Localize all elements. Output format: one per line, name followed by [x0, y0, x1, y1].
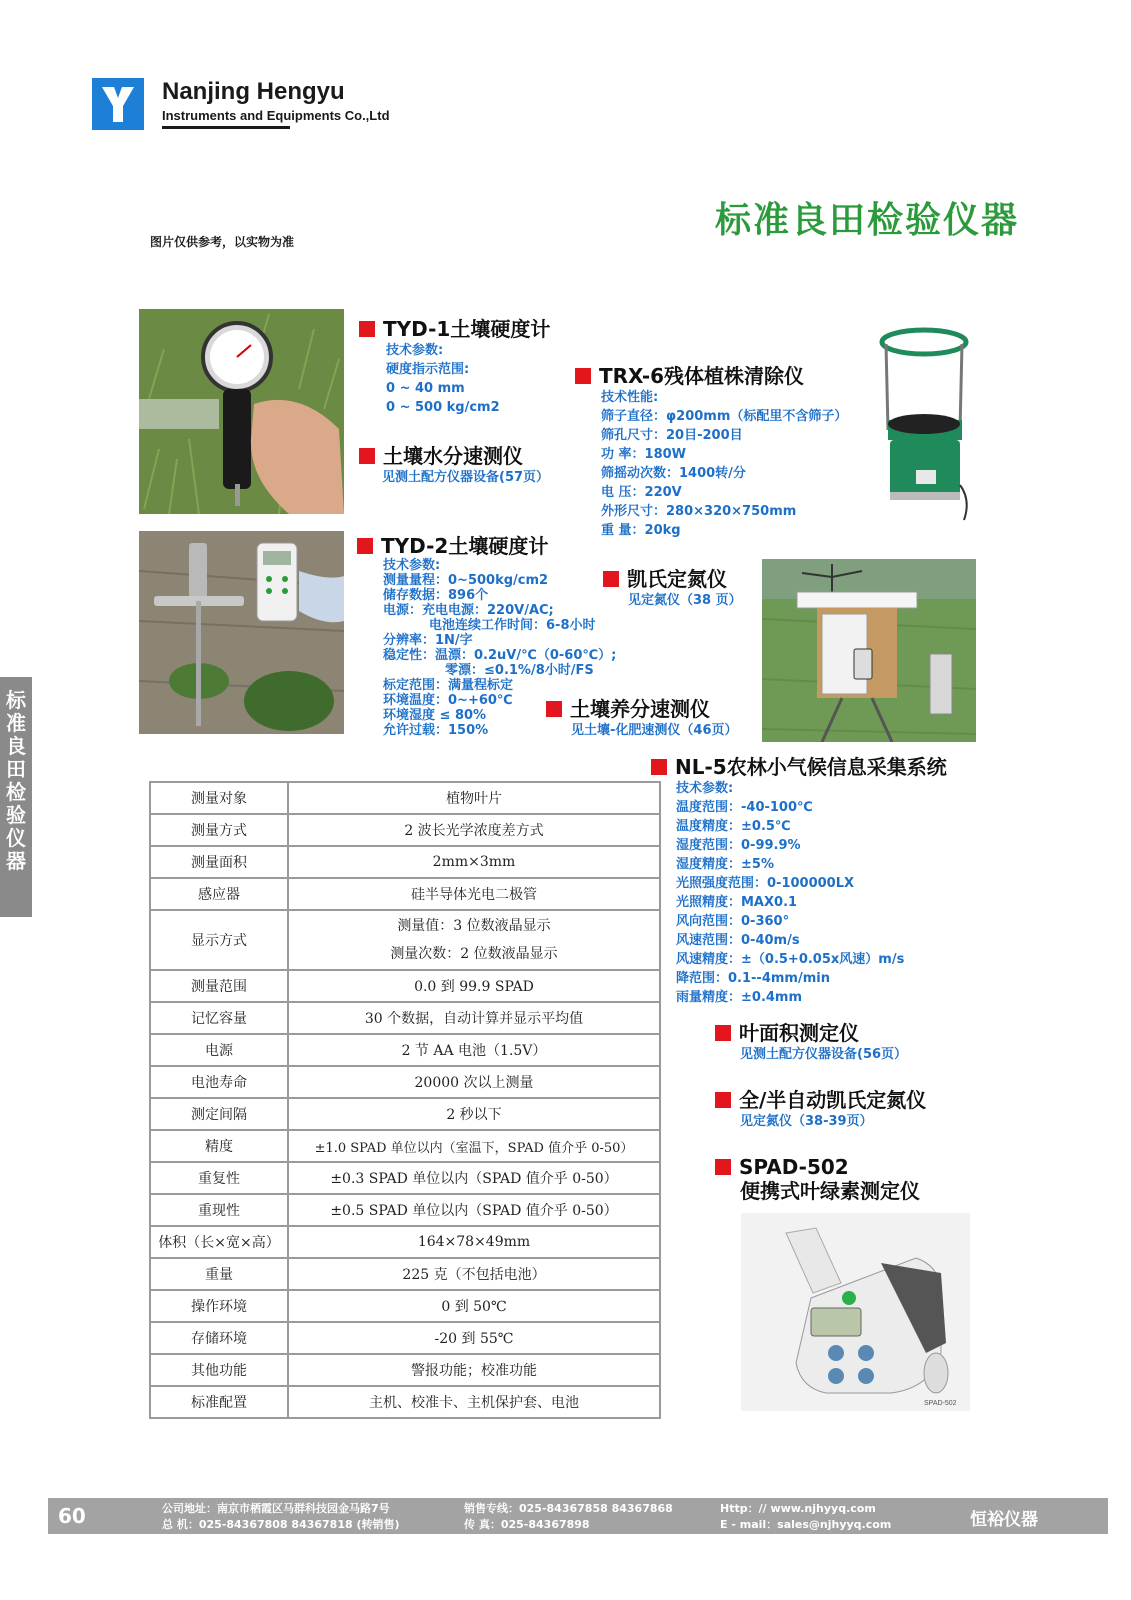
table-key: 体积（长×宽×高） [150, 1226, 288, 1258]
footer-fax: 传 真：025-84367898 [464, 1518, 590, 1531]
product-title: 叶面积测定仪 [715, 1021, 907, 1045]
spec-line: 电池连续工作时间：6-8小时 [429, 618, 596, 633]
reference-line: 见定氮仪（38 页） [628, 593, 742, 608]
red-square-marker-icon [359, 321, 375, 337]
product-kjeldahl [603, 567, 742, 610]
product-soil-nutrient [546, 697, 738, 740]
spec-line: 零漂：≤0.1%/8小时/FS [445, 663, 594, 678]
table-row [150, 910, 660, 970]
table-value: 20000 次以上测量 [288, 1066, 660, 1098]
table-row [150, 878, 660, 910]
side-tab-char: 检 [6, 780, 26, 804]
spec-line: 环境湿度 ≤ 80% [383, 708, 487, 723]
product-title: NL-5农林小气候信息采集系统 [651, 755, 947, 779]
sieve-machine-photo [876, 320, 976, 525]
spec-line: 电源：充电电源：220V/AC; [383, 603, 554, 618]
table-key: 电源 [150, 1034, 288, 1066]
red-square-marker-icon [359, 448, 375, 464]
spec-line: 功 率：180W [601, 447, 687, 462]
product-title: SPAD-502 [715, 1155, 920, 1179]
table-key: 标准配置 [150, 1386, 288, 1418]
spec-line: 筛子直径：φ200mm（标配里不含筛子） [601, 409, 848, 424]
spec-line: 雨量精度：±0.4mm [676, 990, 803, 1005]
weather-station-photo [762, 559, 976, 742]
table-key: 感应器 [150, 878, 288, 910]
table-row [150, 1162, 660, 1194]
table-value [288, 910, 660, 970]
table-value: ±0.5 SPAD 单位以内（SPAD 值介乎 0-50） [288, 1194, 660, 1226]
product-leaf-area [715, 1021, 907, 1064]
table-key: 电池寿命 [150, 1066, 288, 1098]
product-title: 凯氏定氮仪 [603, 567, 742, 591]
footer-phone: 总 机：025-84367808 84367818 (转销售) [162, 1518, 400, 1531]
spec-line: 标定范围：满量程标定 [383, 678, 514, 693]
red-square-marker-icon [357, 538, 373, 554]
table-key: 操作环境 [150, 1290, 288, 1322]
brand-name: Nanjing Hengyu [162, 78, 345, 105]
table-key: 测量范围 [150, 970, 288, 1002]
spad-spec-table [149, 781, 661, 1419]
table-row [150, 1098, 660, 1130]
table-value-line: 测量次数：2 位数液晶显示 [390, 946, 558, 962]
spec-line: 温度精度：±0.5℃ [676, 819, 791, 834]
table-row [150, 1130, 660, 1162]
spec-line: 允许过载：150% [383, 723, 489, 738]
table-value: 主机、校准卡、主机保护套、电池 [288, 1386, 660, 1418]
red-square-marker-icon [715, 1092, 731, 1108]
page-number: 60 [58, 1504, 86, 1528]
product-title-line2: 便携式叶绿素测定仪 [740, 1179, 920, 1203]
spec-line: 电 压：220V [601, 485, 682, 500]
product-title: TYD-1土壤硬度计 [359, 317, 550, 341]
table-value: 225 克（不包括电池） [288, 1258, 660, 1290]
footer-email-link[interactable]: E - mail：sales@njhyyq.com [720, 1518, 892, 1531]
spec-line: 分辨率：1N/字 [383, 633, 473, 648]
spec-line: 光照强度范围：0-100000LX [676, 876, 855, 891]
digital-hardness-meter-photo [139, 531, 344, 734]
table-value: 警报功能；校准功能 [288, 1354, 660, 1386]
reference-line: 见定氮仪（38-39页） [740, 1114, 873, 1129]
side-tab-char: 验 [6, 803, 26, 827]
table-row [150, 1258, 660, 1290]
product-title: 土壤养分速测仪 [546, 697, 738, 721]
footer-sales-line: 销售专线：025-84367858 84367868 [464, 1502, 673, 1515]
spec-line: 技术参数: [386, 343, 444, 358]
spec-line: 重 量：20kg [601, 523, 681, 538]
product-trx6 [575, 364, 847, 540]
footer-brand: 恒裕仪器 [970, 1510, 1038, 1530]
page-title: 标准良田检验仪器 [714, 200, 1019, 241]
spec-line: 测量量程：0~500kg/cm2 [383, 573, 549, 588]
red-square-marker-icon [575, 368, 591, 384]
table-key: 重复性 [150, 1162, 288, 1194]
brand-subtitle: Instruments and Equipments Co.,Ltd [162, 108, 390, 123]
soil-hardness-gauge-photo [139, 309, 344, 514]
company-logo [92, 78, 144, 130]
table-value: -20 到 55℃ [288, 1322, 660, 1354]
product-nl5 [651, 755, 947, 1007]
table-key: 显示方式 [150, 910, 288, 970]
table-key: 重现性 [150, 1194, 288, 1226]
side-tab-char: 标 [6, 688, 26, 712]
table-key: 其他功能 [150, 1354, 288, 1386]
table-key: 测量方式 [150, 814, 288, 846]
spec-line: 0 ~ 40 mm [386, 381, 465, 396]
product-title: 全/半自动凯氏定氮仪 [715, 1088, 926, 1112]
table-row [150, 1290, 660, 1322]
brand-underline [162, 126, 290, 129]
footer-address: 公司地址：南京市栖霞区马群科技园金马路7号 [162, 1502, 390, 1515]
table-row [150, 1066, 660, 1098]
side-tab-char: 田 [6, 757, 26, 781]
red-square-marker-icon [651, 759, 667, 775]
table-key: 记忆容量 [150, 1002, 288, 1034]
spec-line: 外形尺寸：280×320×750mm [601, 504, 797, 519]
red-square-marker-icon [715, 1159, 731, 1175]
spec-line: 技术参数: [383, 558, 441, 573]
spec-line: 光照精度：MAX0.1 [676, 895, 798, 910]
side-tab-char: 仪 [6, 826, 26, 850]
spec-line: 风向范围：0-360° [676, 914, 790, 929]
table-value: 植物叶片 [288, 782, 660, 814]
red-square-marker-icon [715, 1025, 731, 1041]
spec-line: 降范围：0.1--4mm/min [676, 971, 830, 986]
table-value: 2mm×3mm [288, 846, 660, 878]
table-row [150, 1034, 660, 1066]
side-tab-char: 良 [6, 734, 26, 758]
table-row [150, 814, 660, 846]
table-row [150, 1322, 660, 1354]
spec-line: 环境温度：0~+60℃ [383, 693, 513, 708]
reference-line: 见测土配方仪器设备(56页） [740, 1047, 908, 1062]
red-square-marker-icon [603, 571, 619, 587]
table-key: 测定间隔 [150, 1098, 288, 1130]
table-row [150, 970, 660, 1002]
footer-bar [48, 1498, 1108, 1534]
table-value-line: 测量值：3 位数液晶显示 [397, 918, 551, 934]
table-value: ±1.0 SPAD 单位以内（室温下，SPAD 值介乎 0-50） [288, 1130, 660, 1162]
side-category-tab [0, 677, 32, 917]
table-row [150, 1354, 660, 1386]
product-spad502 [715, 1155, 920, 1203]
spec-line: 技术性能: [601, 390, 659, 405]
footer-website-link[interactable]: Http：// www.njhyyq.com [720, 1502, 876, 1515]
table-value: 0.0 到 99.9 SPAD [288, 970, 660, 1002]
spad-device-label: SPAD-502 [924, 1400, 957, 1407]
spec-line: 技术参数: [676, 781, 734, 796]
side-tab-char: 准 [6, 711, 26, 735]
table-row [150, 846, 660, 878]
table-row [150, 1226, 660, 1258]
red-square-marker-icon [546, 701, 562, 717]
reference-line: 见土壤-化肥速测仪（46页） [571, 723, 738, 738]
spec-line: 风速范围：0-40m/s [676, 933, 800, 948]
table-row [150, 1194, 660, 1226]
spec-line: 储存数据：896个 [383, 588, 489, 603]
spec-line: 硬度指示范围: [386, 362, 470, 377]
table-key: 测量对象 [150, 782, 288, 814]
product-title: TYD-2土壤硬度计 [357, 534, 616, 558]
logo-y-icon [92, 78, 144, 130]
product-tyd1 [359, 317, 550, 417]
table-key: 精度 [150, 1130, 288, 1162]
reference-note: 图片仅供参考，以实物为准 [150, 235, 295, 249]
table-row [150, 1386, 660, 1418]
side-tab-char: 器 [6, 849, 26, 873]
spec-line: 筛孔尺寸：20目-200目 [601, 428, 743, 443]
table-value: ±0.3 SPAD 单位以内（SPAD 值介乎 0-50） [288, 1162, 660, 1194]
spec-line: 湿度精度：±5% [676, 857, 774, 872]
spec-line: 温度范围：-40-100℃ [676, 800, 813, 815]
table-value: 2 节 AA 电池（1.5V） [288, 1034, 660, 1066]
table-value: 0 到 50℃ [288, 1290, 660, 1322]
product-auto-kjeldahl [715, 1088, 926, 1131]
table-key: 存储环境 [150, 1322, 288, 1354]
spad-meter-photo [741, 1213, 970, 1411]
spec-line: 稳定性：温漂：0.2uV/℃（0-60℃）; [383, 648, 617, 663]
table-value: 2 秒以下 [288, 1098, 660, 1130]
table-key: 测量面积 [150, 846, 288, 878]
table-value: 164×78×49mm [288, 1226, 660, 1258]
spec-line: 筛摇动次数：1400转/分 [601, 466, 746, 481]
spec-line: 0 ~ 500 kg/cm2 [386, 400, 500, 415]
table-value: 30 个数据，自动计算并显示平均值 [288, 1002, 660, 1034]
table-key: 重量 [150, 1258, 288, 1290]
product-title: TRX-6残体植株清除仪 [575, 364, 847, 388]
reference-line: 见测土配方仪器设备(57页） [382, 470, 550, 485]
product-title: 土壤水分速测仪 [359, 444, 549, 468]
product-soil-moisture [359, 444, 549, 487]
table-row [150, 1002, 660, 1034]
spec-line: 风速精度：±（0.5+0.05x风速）m/s [676, 952, 905, 967]
table-value: 硅半导体光电二极管 [288, 878, 660, 910]
table-value: 2 波长光学浓度差方式 [288, 814, 660, 846]
table-row [150, 782, 660, 814]
spec-line: 湿度范围：0-99.9% [676, 838, 801, 853]
